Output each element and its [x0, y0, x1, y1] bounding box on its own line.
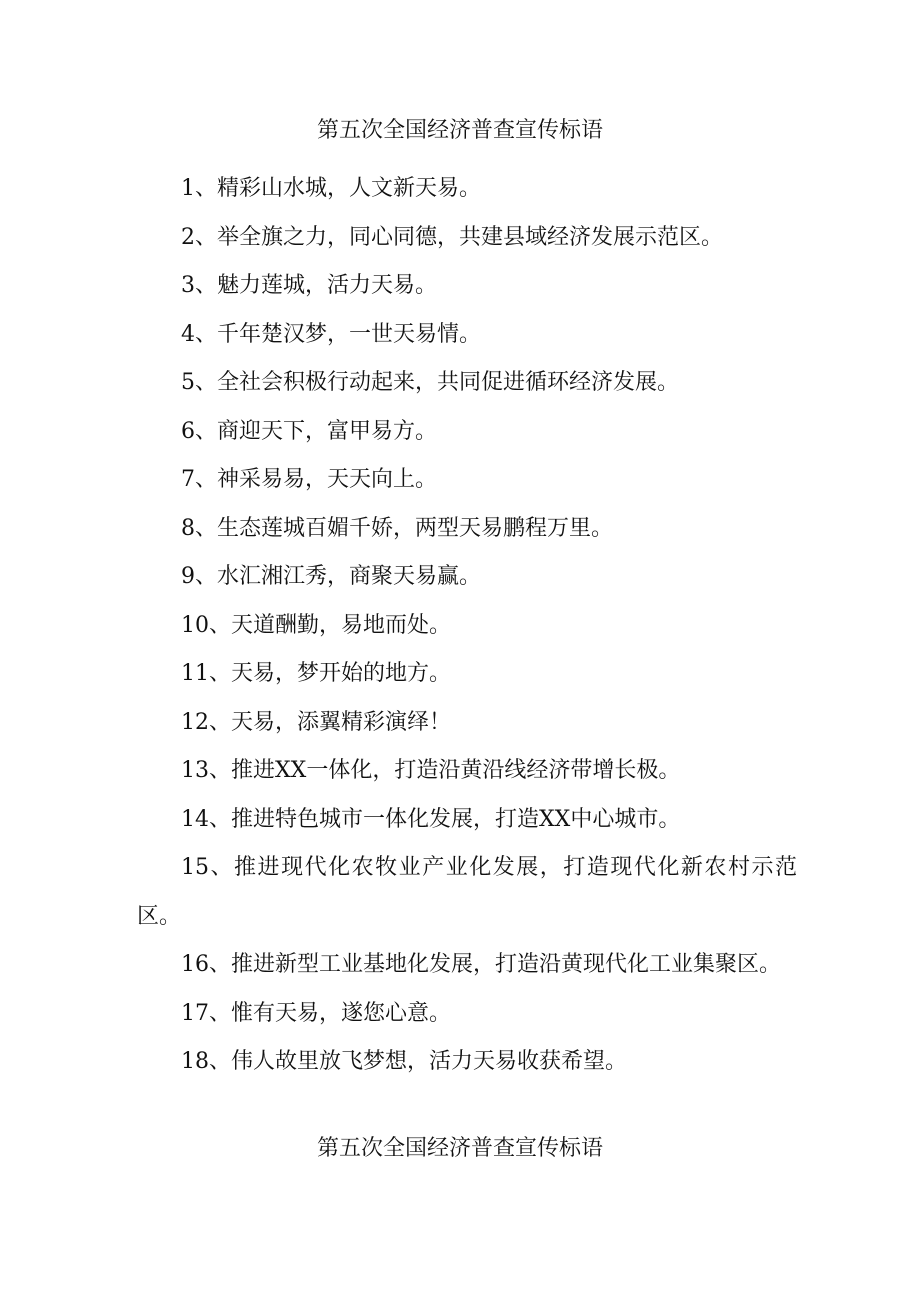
- slogan-item: 9、水汇湘江秀，商聚天易赢。: [181, 564, 481, 589]
- slogan-item: 16、推进新型工业基地化发展，打造沿黄现代化工业集聚区。: [181, 952, 781, 977]
- slogan-list: [137, 165, 797, 1087]
- slogan-item: 14、推进特色城市一体化发展，打造XX中心城市。: [181, 806, 681, 832]
- slogan-item: 10、天道酬勤，易地而处。: [181, 612, 451, 638]
- slogan-item: 13、推进XX一体化，打造沿黄沿线经济带增长极。: [181, 758, 681, 783]
- slogan-item: 6、商迎天下，富甲易方。: [181, 418, 437, 444]
- document-title: 第五次全国经济普查宣传标语: [316, 118, 603, 143]
- document-footer-title: 第五次全国经济普查宣传标语: [316, 1136, 603, 1161]
- slogan-item: 8、生态莲城百媚千娇，两型天易鹏程万里。: [181, 515, 613, 541]
- slogan-item: 17、惟有天易，遂您心意。: [181, 1000, 451, 1026]
- slogan-item: 5、全社会积极行动起来，共同促进循环经济发展。: [181, 370, 679, 395]
- slogan-item: 18、伟人故里放飞梦想，活力天易收获希望。: [181, 1049, 627, 1074]
- slogan-item: 12、天易，添翼精彩演绎！: [181, 709, 451, 735]
- slogan-item: 2、举全旗之力，同心同德，共建县域经济发展示范区。: [181, 224, 723, 250]
- slogan-item: 11、天易，梦开始的地方。: [181, 661, 451, 686]
- slogan-item: 15、推进现代化农牧业产业化发展，打造现代化新农村示范区。: [137, 855, 797, 929]
- slogan-item: 4、千年楚汉梦，一世天易情。: [181, 321, 481, 347]
- slogan-item: 7、神采易易，天天向上。: [181, 467, 437, 492]
- slogan-item: 3、魅力莲城，活力天易。: [181, 273, 437, 298]
- slogan-item: 1、精彩山水城，人文新天易。: [181, 176, 481, 201]
